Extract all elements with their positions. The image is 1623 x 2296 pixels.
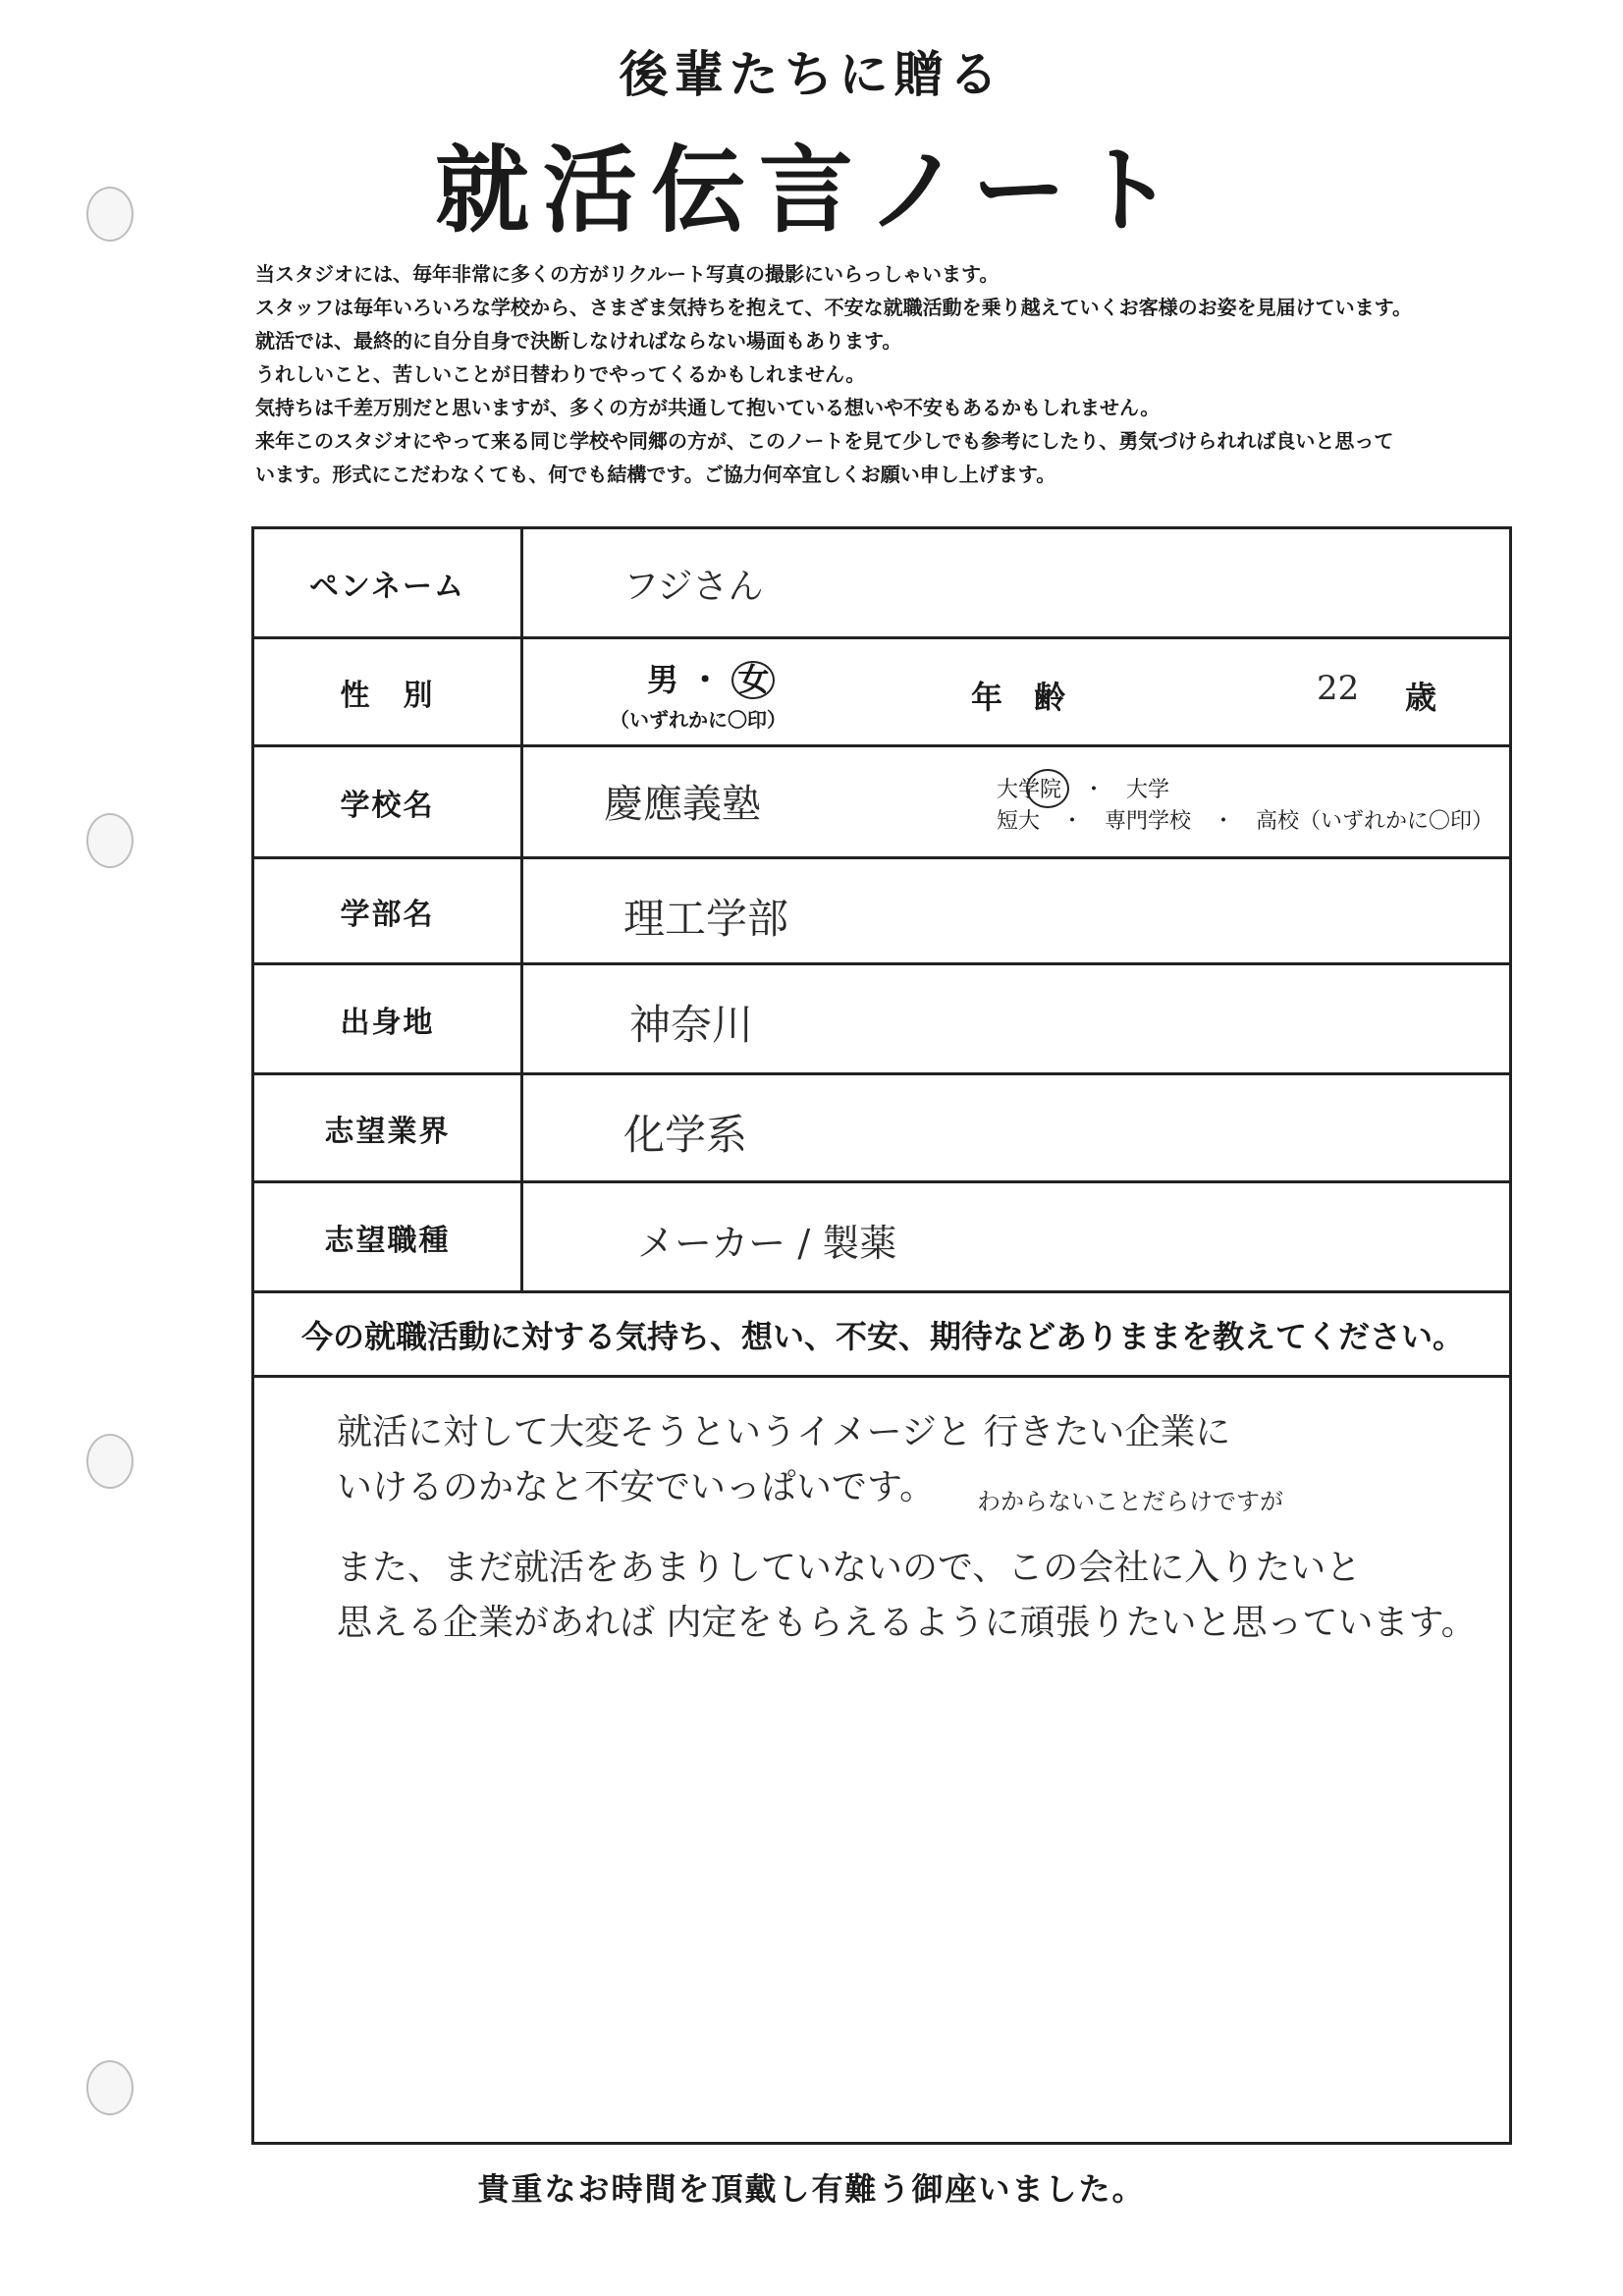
gender-option-male[interactable]: 男 — [647, 661, 679, 698]
gender-label: 性 別 — [254, 639, 523, 744]
row-faculty — [254, 859, 1509, 965]
row-school — [254, 747, 1509, 859]
school-label: 学校名 — [254, 747, 523, 856]
school-type-line-1[interactable]: 大学院 ・ 大学 — [997, 778, 1170, 802]
gender-option-female[interactable]: 女 — [731, 661, 775, 699]
hometown-value[interactable]: 神奈川 — [629, 1001, 754, 1049]
school-type-options — [997, 775, 1493, 838]
intro-line: うれしいこと、苦しいことが日替わりでやってくるかもしれません。 — [255, 362, 866, 386]
pen-name-value[interactable]: フジさん — [623, 567, 764, 607]
age-unit: 歳 — [1405, 679, 1437, 716]
intro-line: 来年このスタジオにやって来る同じ学校や同郷の方が、このノートを見て少しでも参考にしたり、勇気づけられれば良いと思って — [255, 429, 1394, 453]
answer-insertion: わからないことだらけですが — [977, 1488, 1283, 1515]
intro-line: います。形式にこだわなくても、何でも結構です。ご協力何卒宜しくお願い申し上げます。 — [255, 463, 1056, 486]
intro-line: 就活では、最終的に自分自身で決断しなければならない場面もあります。 — [255, 329, 902, 353]
gender-separator: ・ — [689, 661, 722, 698]
faculty-value[interactable]: 理工学部 — [623, 895, 789, 943]
intro-line: 当スタジオには、毎年非常に多くの方がリクルート写真の撮影にいらっしゃいます。 — [255, 262, 1000, 286]
row-gender-age — [254, 639, 1509, 747]
free-text-section — [254, 1293, 1509, 2142]
job-label: 志望職種 — [254, 1183, 523, 1290]
row-job — [254, 1183, 1509, 1293]
page-subtitle: 後輩たちに贈る — [619, 46, 1004, 103]
row-industry — [254, 1075, 1509, 1183]
intro-line: 気持ちは千差万別だと思いますが、多くの方が共通して抱いている想いや不安もあるかもしれません。 — [255, 396, 1161, 419]
faculty-label: 学部名 — [254, 859, 523, 962]
school-type-line-2[interactable]: 短大 ・ 専門学校 ・ 高校（いずれかに〇印） — [997, 809, 1494, 834]
intro-text — [255, 257, 1591, 491]
binder-hole-3 — [86, 1434, 134, 1489]
gender-hint: （いずれかに〇印） — [610, 708, 786, 732]
industry-value[interactable]: 化学系 — [623, 1111, 748, 1159]
intro-line: スタッフは毎年いろいろな学校から、さまざま気持ちを抱えて、不安な就職活動を乗り越えていくお客様のお姿を見届けています。 — [255, 296, 1412, 319]
age-value[interactable]: 22 — [1317, 669, 1360, 708]
pen-name-label: ペンネーム — [254, 529, 523, 636]
questionnaire-form — [251, 526, 1512, 2145]
binder-hole-4 — [86, 2060, 134, 2115]
job-value[interactable]: メーカー / 製薬 — [637, 1222, 897, 1265]
answer-line: 就活に対して大変そうというイメージと 行きたい企業に — [337, 1412, 1231, 1452]
age-label: 年 齢 — [971, 679, 1066, 716]
school-type-selection-mark — [1026, 769, 1069, 808]
row-pen-name — [254, 529, 1509, 639]
answer-line: 思える企業があれば 内定をもらえるように頑張りたいと思っています。 — [337, 1603, 1477, 1643]
answer-line: いけるのかなと不安でいっぱいです。 — [337, 1467, 936, 1507]
school-value[interactable]: 慶應義塾 — [604, 782, 761, 827]
free-text-question: 今の就職活動に対する気持ち、想い、不安、期待などありままを教えてください。 — [254, 1293, 1509, 1378]
page-title: 就活伝言ノート — [434, 136, 1189, 246]
page-footer: 貴重なお時間を頂戴し有難う御座いました。 — [477, 2170, 1146, 2208]
answer-line: また、まだ就活をあまりしていないので、この会社に入りたいと — [337, 1548, 1362, 1588]
free-text-answer[interactable] — [337, 1405, 1476, 1651]
hometown-label: 出身地 — [254, 965, 523, 1072]
row-hometown — [254, 965, 1509, 1075]
binder-hole-2 — [86, 813, 134, 868]
gender-options — [647, 655, 775, 700]
industry-label: 志望業界 — [254, 1075, 523, 1180]
